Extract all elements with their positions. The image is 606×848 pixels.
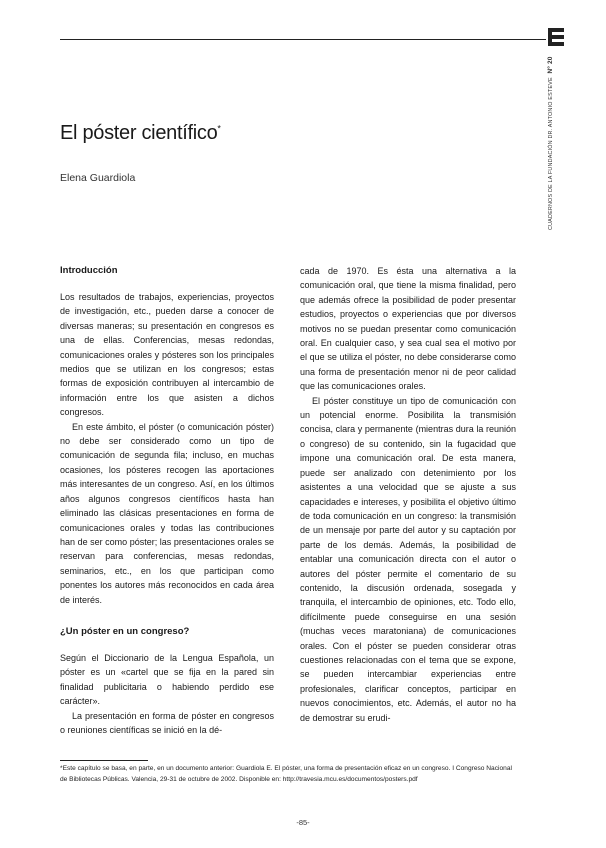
footnote-rule	[60, 760, 148, 761]
paragraph: En este ámbito, el póster (o comunicación póster) no debe ser considerado como un tipo de comunicación de segunda fila; incluso, en muchas ocasiones, los pósteres recogen las aportaciones más interesantes de un congreso. Así, en los últimos años algunos congresos científicos hasta han eliminado las clásicas presentaciones en forma de comunicaciones orales y todas las contribuciones han de ser como póster; las presentaciones orales se reservan para conferencias, mesas redondas, seminarios, etc., en los que participan como ponentes los autores más reconocidos en cada área de interés.	[60, 421, 274, 605]
section-heading-introduction: Introducción	[60, 265, 118, 276]
author-name: Elena Guardiola	[60, 172, 136, 184]
running-head	[547, 40, 554, 230]
footnote: *Este capítulo se basa, en parte, en un documento anterior: Guardiola E. El póster, una forma de presentación eficaz en un congreso. I Congreso Nacional de Bibliotecas Públicas. Valencia, 29-31 de octubre de 2002. Disponible en: http://travesia.mcu.es/documentos/posters.pdf	[60, 765, 512, 783]
paragraph: cada de 1970. Es ésta una alternativa a la comunicación oral, que tiene la misma finalidad, pero que además ofrece la posibilidad de poder presentar estudios, proyectos o experiencias que por diversos motivos no se puedan presentar como comunicación oral. En cualquier caso, y sea cual sea el motivo por el que se utiliza el póster, no debe considerarse como una forma de presentación menor ni de peor calidad que las comunicaciones orales.	[300, 266, 516, 392]
right-column	[300, 264, 516, 725]
title-text: El póster científico	[60, 122, 218, 144]
paragraph: El póster constituye un tipo de comunicación con un potencial enorme. Posibilita la transmisión concisa, clara y permanente (mientras dura la reunión o congreso) de su contenido, sin la fugacidad que impone una comunicación oral. De esta manera, puede ser analizado con detenimiento por los asistentes a una velocidad que se ajuste a sus capacidades e intereses, y posibilita el objetivo último de toda comunicación en un congreso: la transmisión de un mensaje por parte del autor y su captación por parte de los demás. Además, la posibilidad de entablar una comunicación directa con el autor o autores del póster permite el comentario de su contenido, la discusión ordenada, sosegada y tranquila, el intercambio de opiniones, etc. Todo ello, difícilmente puede conseguirse en una sesión (muchas veces maratoniana) de comunicaciones orales. Con el póster se pueden considerar otras cuestiones relacionadas con el tema que se expone, se pueden intercambiar experiencias entre profesionales, clarificar conceptos, participar en nuevos conocimientos, etc. Además, el autor no ha de demostrar su erudi-	[300, 395, 516, 723]
article-title	[60, 122, 221, 145]
title-footnote-marker: *	[217, 123, 221, 134]
section-heading-poster-in-congress: ¿Un póster en un congreso?	[60, 625, 190, 637]
left-column	[60, 264, 274, 737]
header-rule	[60, 39, 546, 40]
paragraph: La presentación en forma de póster en congresos o reuniones científicas se inició en la dé-	[60, 710, 274, 735]
issue-number: Nº 20	[547, 56, 554, 74]
paragraph: Según el Diccionario de la Lengua Española, un póster es un «cartel que se fija en la pared sin finalidad publicitaria o habiendo perdido ese carácter».	[60, 652, 274, 707]
page-number: -85-	[296, 818, 310, 827]
paragraph: Los resultados de trabajos, experiencias, proyectos de investigación, etc., pueden darse a conocer de diversas maneras; su presentación en congresos es una de ellas. Conferencias, mesas redondas, comunicaciones orales y pósteres son los principales medios que se utilizan en los congresos; estas formas de exposición contribuyen al intercambio de información entre los que asisten a dichos congresos.	[60, 292, 274, 418]
running-head-series: CUADERNOS DE LA FUNDACIÓN DR. ANTONIO ESTEVE	[548, 77, 554, 230]
